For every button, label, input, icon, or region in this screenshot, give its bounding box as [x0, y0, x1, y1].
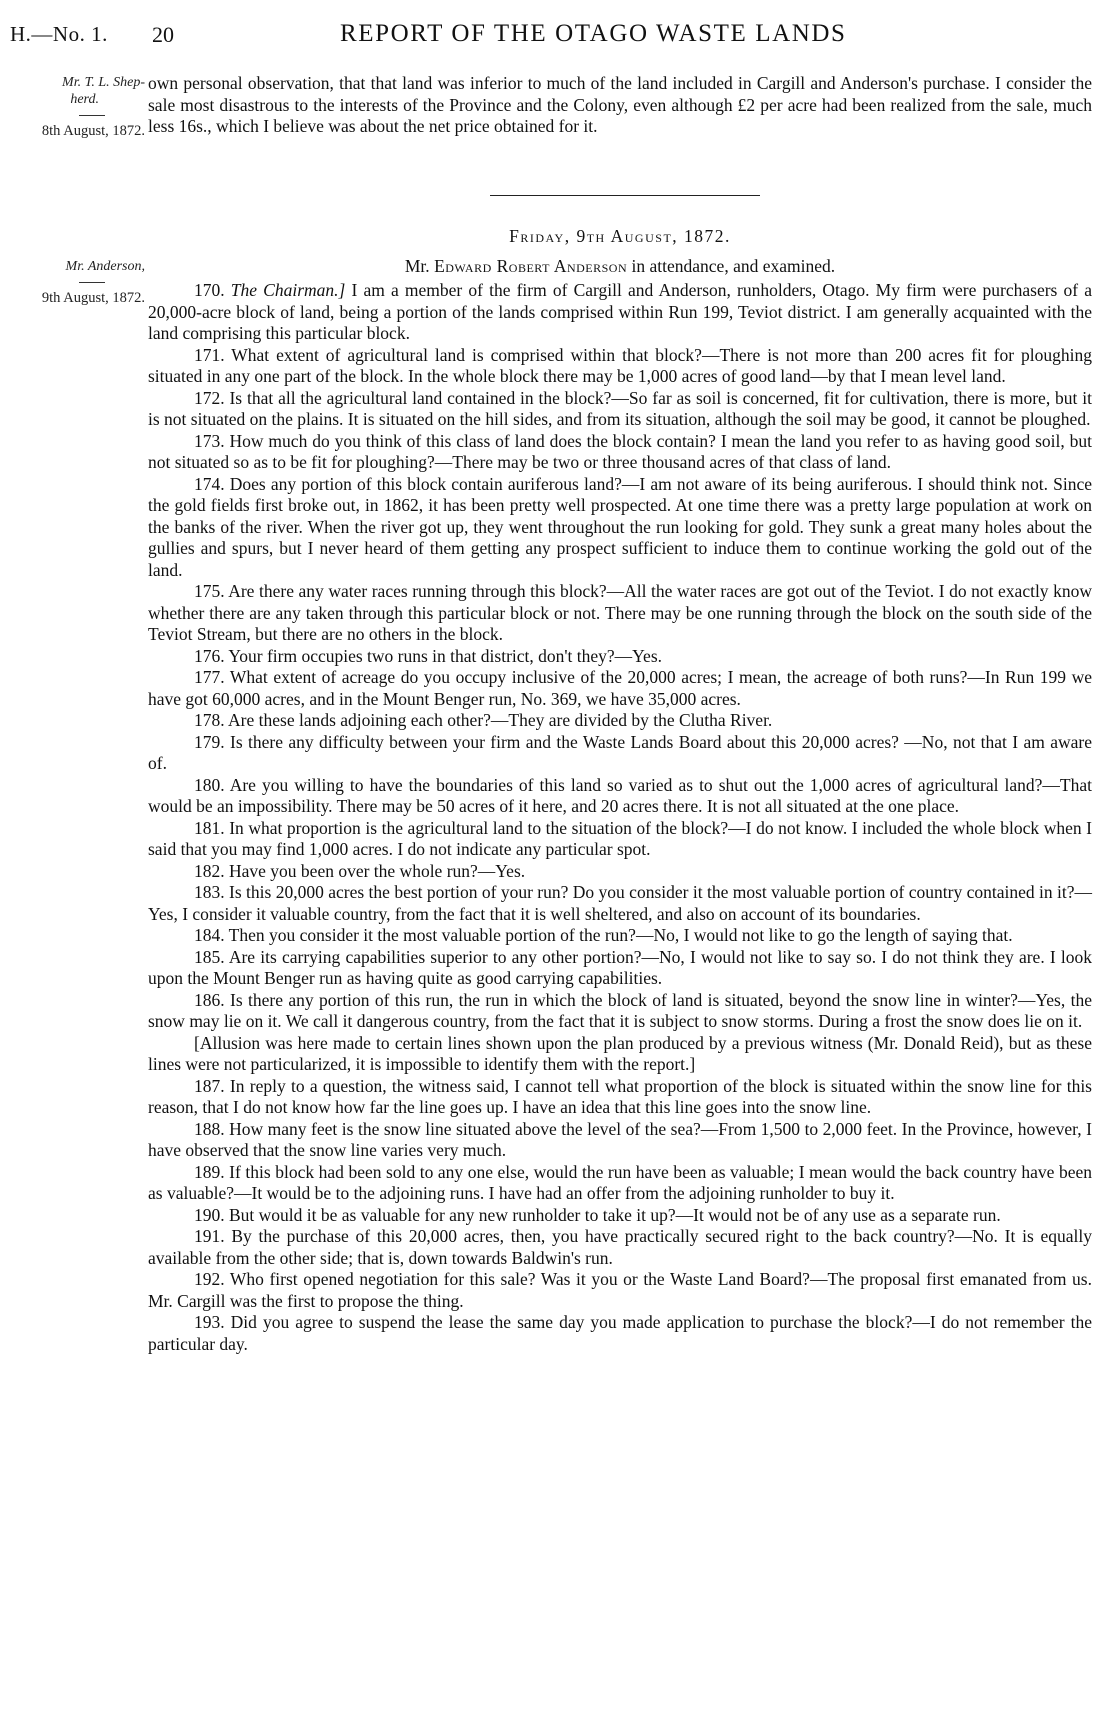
question-paragraph: 192. Who first opened negotiation for this sale? Was it you or the Waste Land Board?—The proposal first emanated from us. Mr. Cargill was the first to propose the thing.: [148, 1269, 1092, 1311]
witness-suffix: in attendance, and examined.: [627, 256, 836, 276]
margin-note-shepherd: [0, 74, 145, 140]
question-paragraph: 185. Are its carrying capabilities superior to any other portion?—No, I would not like to say so. I do not think they are. I look upon the Mount Benger run as having quite as good carrying capabilities.: [148, 946, 1092, 988]
witness-line: [148, 256, 1092, 277]
margin-note-anderson: [0, 258, 145, 307]
testimony-body: [148, 280, 1092, 1355]
witness-name: Edward Robert Anderson: [434, 256, 628, 276]
witness-prefix: Mr.: [404, 256, 435, 276]
margin-witness-name: Mr. Anderson,: [65, 259, 145, 274]
margin-date: 9th August, 1872.: [41, 290, 145, 306]
question-paragraph: 191. By the purchase of this 20,000 acres, then, you have practically secured right to the back country?—No. It is equally available from the other side; that is, down towards Baldwin's run.: [148, 1226, 1092, 1268]
question-paragraph: 188. How many feet is the snow line situated above the level of the sea?—From 1,500 to 2,000 feet. In the Province, however, I have observed that the snow line varies very much.: [148, 1118, 1092, 1160]
question-paragraph: 182. Have you been over the whole run?—Yes.: [194, 860, 526, 881]
document-reference: H.—No. 1.: [10, 22, 108, 46]
question-paragraph: 177. What extent of acreage do you occupy inclusive of the 20,000 acres; I mean, the acreage of both runs?—In Run 199 we have got 60,000 acres, and in the Mount Benger run, No. 369, we have 35,000 acres.: [148, 667, 1092, 709]
question-paragraph: 173. How much do you think of this class of land does the block contain? I mean the land you refer to as having good soil, but not situated so as to be fit for ploughing?—There may be two or three thousand acres of that class of land.: [148, 430, 1092, 472]
question-paragraph: 181. In what proportion is the agricultural land to the situation of the block?—I do not know. I included the whole block when I said that you may find 1,000 acres. I do not indicate any particular spot.: [148, 817, 1092, 859]
section-divider: [490, 195, 760, 196]
question-paragraph: 189. If this block had been sold to any one else, would the run have been as valuable; I mean would the back country have been as valuable?—It would be to the adjoining runs. I have had an offer from the adjoining runholder to buy it.: [148, 1161, 1092, 1203]
question-paragraph: 183. Is this 20,000 acres the best portion of your run? Do you consider it the most valuable portion of country contained in it?—Yes, I consider it valuable country, from the fact that it is well sheltered, and also on account of its boundaries.: [148, 882, 1092, 924]
question-paragraph: 187. In reply to a question, the witness said, I cannot tell what proportion of the block is situated within the snow line for this reason, that I do not know how far the line goes up. I have an idea that this line goes into the snow line.: [148, 1075, 1092, 1117]
margin-date: 8th August, 1872.: [41, 123, 145, 139]
speaker-label: The Chairman.]: [230, 280, 346, 300]
question-number: 170.: [194, 280, 231, 300]
margin-rule: [79, 282, 105, 283]
question-text: I am a member of the firm of Cargill and Anderson, runholders, Otago. My firm were purchasers of a 20,000-acre block of land, being a portion of the lands comprised within Run 199, Teviot district. I am generally acquainted with the land comprising this particular block.: [148, 280, 1093, 343]
question-paragraph: 176. Your firm occupies two runs in that district, don't they?—Yes.: [194, 645, 663, 666]
page-number: 20: [152, 22, 174, 47]
margin-rule: [79, 115, 105, 116]
editorial-note: [Allusion was here made to certain lines shown upon the plan produced by a previous witness (Mr. Donald Reid), but as these lines were not particularized, it is impossible to identify them with the report.]: [148, 1032, 1092, 1074]
question-paragraph: 190. But would it be as valuable for any new runholder to take it up?—It would not be of any use as a separate run.: [194, 1204, 1001, 1225]
question-paragraph: 184. Then you consider it the most valuable portion of the run?—No, I would not like to go the length of saying that.: [194, 925, 1013, 945]
question-paragraph: 171. What extent of agricultural land is comprised within that block?—There is not more than 200 acres fit for ploughing situated in any one part of the block. In the whole block there may be 1,000 acres of good land—by that I mean level land.: [148, 344, 1092, 386]
question-paragraph: 174. Does any portion of this block contain auriferous land?—I am not aware of its being auriferous. I should think not. Since the gold fields first broke out, in 1862, it has been pretty well prospected. At one time there was a pretty large population at work on the banks of the river. When the river got up, they went throughout the run looking for gold. They sunk a great many holes about the gullies and spurs, but I never heard of them getting any prospect sufficient to induce them to continue working the gold out of the land.: [148, 473, 1092, 580]
question-paragraph: 186. Is there any portion of this run, the run in which the block of land is situated, beyond the snow line in winter?—Yes, the snow may lie on it. We call it dangerous country, from the fact that it is subject to snow storms. During a frost the snow does lie on it.: [148, 989, 1092, 1031]
section-date: Friday, 9th August, 1872.: [509, 226, 731, 246]
question-paragraph: 172. Is that all the agricultural land contained in the block?—So far as soil is concerned, fit for cultivation, there is more, but it is not situated on the plains. It is situated on the hill sides, and from its situation, although the soil may be good, it cannot be ploughed.: [148, 387, 1092, 429]
question-paragraph: 179. Is there any difficulty between your firm and the Waste Lands Board about this 20,000 acres? —No, not that I am aware of.: [148, 731, 1092, 773]
report-title: REPORT OF THE OTAGO WASTE LANDS: [340, 20, 847, 47]
intro-paragraph: own personal observation, that that land was inferior to much of the land included in Cargill and Anderson's purchase. I consider the sale most disastrous to the interests of the Province and the Colony, even although £2 per acre had been realized from the sale, much less 16s., which I believe was about the net price obtained for it.: [148, 73, 1092, 136]
intro-text: [148, 73, 1092, 138]
margin-witness-name: Mr. T. L. Shep-: [62, 75, 145, 90]
question-paragraph: 175. Are there any water races running through this block?—All the water races are got out of the Teviot. I do not exactly know whether there are any taken through this particular block or not. There may be one running through the block on the south side of the Teviot Stream, but there are no others in the block.: [148, 581, 1092, 644]
question-paragraph: 178. Are these lands adjoining each other?—They are divided by the Clutha River.: [194, 710, 773, 730]
question-170: [148, 280, 1092, 345]
page-header: [10, 20, 1100, 56]
question-paragraph: 193. Did you agree to suspend the lease the same day you made application to purchase the block?—I do not remember the particular day.: [148, 1312, 1092, 1354]
margin-witness-name-cont: herd.: [70, 92, 99, 107]
question-paragraph: 180. Are you willing to have the boundaries of this land so varied as to shut out the 1,000 acres of agricultural land?—That would be an impossibility. There may be 50 acres of it here, and 20 acres there. It is not all situated at the one place.: [148, 774, 1092, 816]
